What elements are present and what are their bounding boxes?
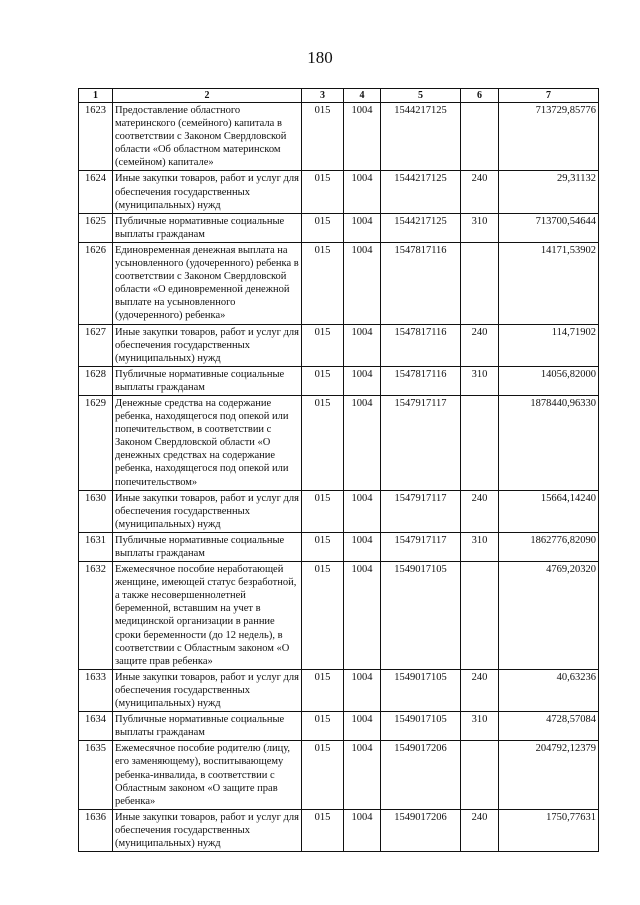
ministry-code: 015 — [302, 103, 344, 171]
row-description: Единовременная денежная выплата на усыновленного (удочеренного) ребенка в соответствии с Законом Свердловской области «О единовременной денежной выплате на усыновленного (удочеренного) ребенка» — [113, 242, 302, 324]
row-description: Иные закупки товаров, работ и услуг для обеспечения государственных (муниципальных) нужд — [113, 324, 302, 366]
amount: 114,71902 — [499, 324, 599, 366]
section-code: 1004 — [344, 103, 381, 171]
row-description: Ежемесячное пособие неработающей женщине, имеющей статус безработной, а также несовершеннолетней беременной, вставшим на учет в медицинской организации в ранние сроки беременности (до 12 недель), в соответствии с Областным законом «О защите прав ребенка» — [113, 562, 302, 670]
row-number: 1627 — [79, 324, 113, 366]
table-row — [79, 712, 599, 741]
table-row — [79, 366, 599, 395]
target-article-code: 1549017206 — [381, 809, 461, 851]
table-row — [79, 809, 599, 851]
target-article-code: 1547917117 — [381, 490, 461, 532]
section-code: 1004 — [344, 562, 381, 670]
expense-type-code — [461, 562, 499, 670]
ministry-code: 015 — [302, 809, 344, 851]
target-article-code: 1544217125 — [381, 103, 461, 171]
expense-type-code: 310 — [461, 532, 499, 561]
column-header: 5 — [381, 89, 461, 103]
amount: 29,31132 — [499, 171, 599, 213]
amount: 1862776,82090 — [499, 532, 599, 561]
table-header-row — [79, 89, 599, 103]
expense-type-code: 240 — [461, 171, 499, 213]
table-row — [79, 324, 599, 366]
section-code: 1004 — [344, 171, 381, 213]
amount: 14056,82000 — [499, 366, 599, 395]
row-description: Публичные нормативные социальные выплаты гражданам — [113, 213, 302, 242]
column-header: 6 — [461, 89, 499, 103]
section-code: 1004 — [344, 324, 381, 366]
target-article-code: 1547817116 — [381, 324, 461, 366]
row-description: Иные закупки товаров, работ и услуг для обеспечения государственных (муниципальных) нужд — [113, 490, 302, 532]
ministry-code: 015 — [302, 171, 344, 213]
ministry-code: 015 — [302, 741, 344, 809]
ministry-code: 015 — [302, 562, 344, 670]
row-description: Публичные нормативные социальные выплаты гражданам — [113, 712, 302, 741]
target-article-code: 1544217125 — [381, 213, 461, 242]
row-number: 1623 — [79, 103, 113, 171]
column-header: 3 — [302, 89, 344, 103]
target-article-code: 1547817116 — [381, 366, 461, 395]
row-description: Публичные нормативные социальные выплаты гражданам — [113, 532, 302, 561]
ministry-code: 015 — [302, 213, 344, 242]
table-row — [79, 741, 599, 809]
row-description: Предоставление областного материнского (семейного) капитала в соответствии с Законом Свердловской области «Об областном материнском (семейном) капитале» — [113, 103, 302, 171]
row-number: 1631 — [79, 532, 113, 561]
ministry-code: 015 — [302, 712, 344, 741]
column-header: 4 — [344, 89, 381, 103]
amount: 14171,53902 — [499, 242, 599, 324]
page-number: 180 — [307, 48, 333, 67]
expense-type-code: 240 — [461, 490, 499, 532]
ministry-code: 015 — [302, 366, 344, 395]
expense-type-code: 310 — [461, 712, 499, 741]
section-code: 1004 — [344, 741, 381, 809]
amount: 713700,54644 — [499, 213, 599, 242]
row-number: 1625 — [79, 213, 113, 242]
table-row — [79, 103, 599, 171]
ministry-code: 015 — [302, 242, 344, 324]
row-description: Иные закупки товаров, работ и услуг для обеспечения государственных (муниципальных) нужд — [113, 669, 302, 711]
ministry-code: 015 — [302, 395, 344, 490]
table-row — [79, 562, 599, 670]
amount: 4728,57084 — [499, 712, 599, 741]
row-description: Ежемесячное пособие родителю (лицу, его заменяющему), воспитывающему ребенка-инвалида, в соответствии с Областным законом «О защите прав ребенка» — [113, 741, 302, 809]
ministry-code: 015 — [302, 490, 344, 532]
expense-type-code — [461, 103, 499, 171]
table-row — [79, 171, 599, 213]
amount: 1750,77631 — [499, 809, 599, 851]
target-article-code: 1544217125 — [381, 171, 461, 213]
expense-type-code: 240 — [461, 809, 499, 851]
target-article-code: 1547917117 — [381, 395, 461, 490]
section-code: 1004 — [344, 669, 381, 711]
ministry-code: 015 — [302, 324, 344, 366]
row-number: 1636 — [79, 809, 113, 851]
section-code: 1004 — [344, 395, 381, 490]
row-number: 1632 — [79, 562, 113, 670]
table-row — [79, 532, 599, 561]
amount: 40,63236 — [499, 669, 599, 711]
table-row — [79, 242, 599, 324]
row-description: Иные закупки товаров, работ и услуг для обеспечения государственных (муниципальных) нужд — [113, 809, 302, 851]
section-code: 1004 — [344, 213, 381, 242]
column-header: 1 — [79, 89, 113, 103]
amount: 4769,20320 — [499, 562, 599, 670]
section-code: 1004 — [344, 712, 381, 741]
amount: 713729,85776 — [499, 103, 599, 171]
row-number: 1633 — [79, 669, 113, 711]
ministry-code: 015 — [302, 532, 344, 561]
target-article-code: 1549017105 — [381, 712, 461, 741]
row-number: 1626 — [79, 242, 113, 324]
target-article-code: 1547917117 — [381, 532, 461, 561]
ministry-code: 015 — [302, 669, 344, 711]
row-number: 1628 — [79, 366, 113, 395]
amount: 15664,14240 — [499, 490, 599, 532]
row-description: Публичные нормативные социальные выплаты гражданам — [113, 366, 302, 395]
section-code: 1004 — [344, 532, 381, 561]
expense-type-code: 310 — [461, 213, 499, 242]
expense-type-code — [461, 395, 499, 490]
budget-table — [78, 88, 599, 852]
row-number: 1635 — [79, 741, 113, 809]
target-article-code: 1549017206 — [381, 741, 461, 809]
row-number: 1630 — [79, 490, 113, 532]
column-header: 2 — [113, 89, 302, 103]
section-code: 1004 — [344, 242, 381, 324]
section-code: 1004 — [344, 809, 381, 851]
row-number: 1629 — [79, 395, 113, 490]
target-article-code: 1549017105 — [381, 562, 461, 670]
table-row — [79, 669, 599, 711]
row-number: 1634 — [79, 712, 113, 741]
expense-type-code: 240 — [461, 669, 499, 711]
row-number: 1624 — [79, 171, 113, 213]
column-header: 7 — [499, 89, 599, 103]
expense-type-code: 240 — [461, 324, 499, 366]
expense-type-code — [461, 741, 499, 809]
table-row — [79, 395, 599, 490]
amount: 204792,12379 — [499, 741, 599, 809]
table-row — [79, 490, 599, 532]
expense-type-code: 310 — [461, 366, 499, 395]
section-code: 1004 — [344, 490, 381, 532]
table-row — [79, 213, 599, 242]
expense-type-code — [461, 242, 499, 324]
target-article-code: 1547817116 — [381, 242, 461, 324]
amount: 1878440,96330 — [499, 395, 599, 490]
row-description: Иные закупки товаров, работ и услуг для обеспечения государственных (муниципальных) нужд — [113, 171, 302, 213]
section-code: 1004 — [344, 366, 381, 395]
target-article-code: 1549017105 — [381, 669, 461, 711]
row-description: Денежные средства на содержание ребенка, находящегося под опекой или попечительством, в соответствии с Законом Свердловской области «О денежных средствах на содержание ребенка, находящегося под опекой или попечительством» — [113, 395, 302, 490]
